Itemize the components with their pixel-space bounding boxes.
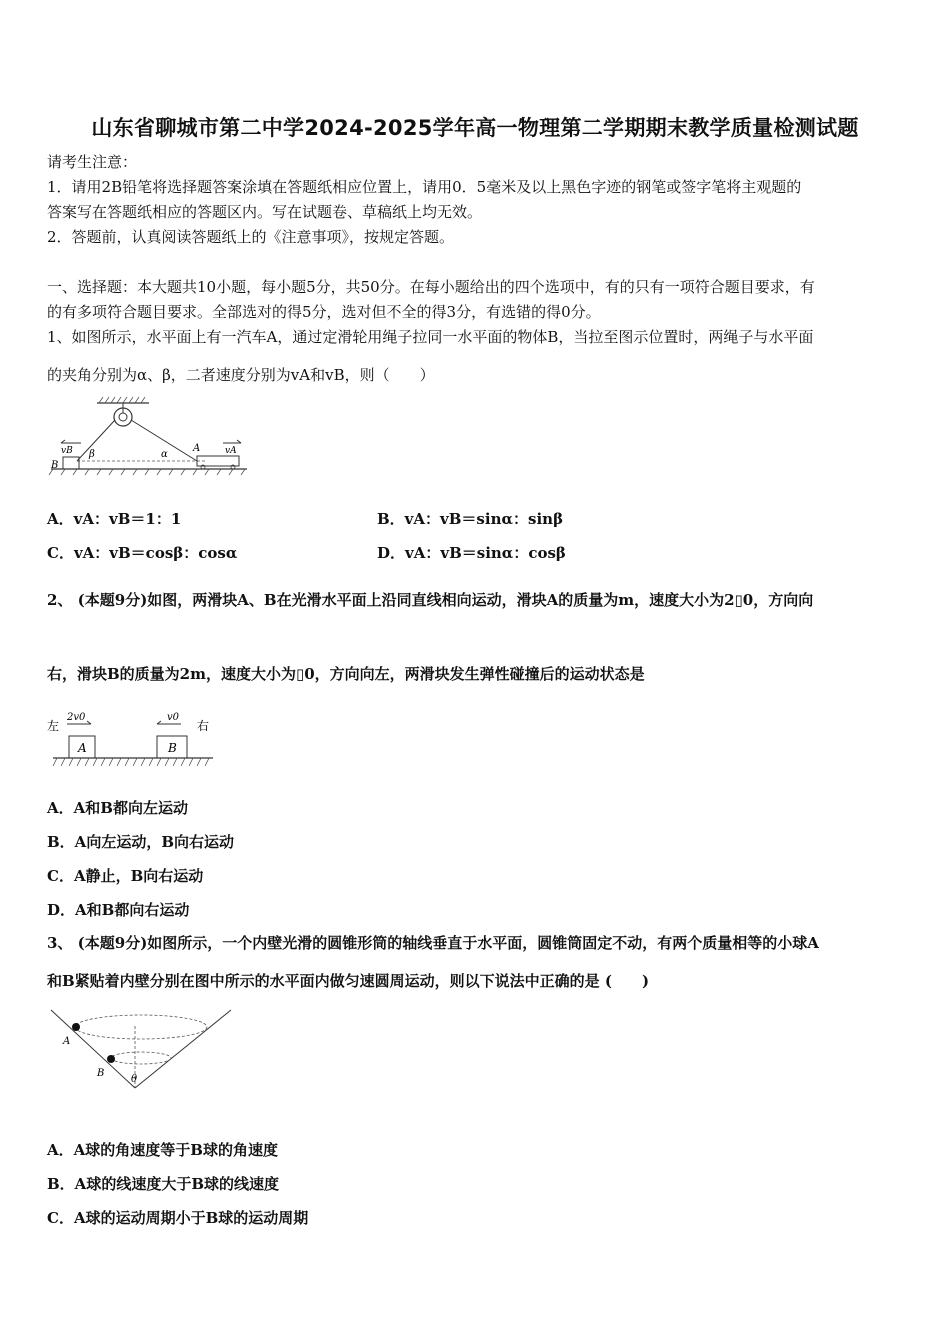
q3-label-A: A <box>63 1036 71 1047</box>
q3-label-theta: θ <box>131 1074 138 1085</box>
section1-intro-1: 一、选择题：本大题共10小题，每小题5分，共50分。在每小题给出的四个选项中，有的只有一项符合题目要求，有 <box>47 278 815 296</box>
q2-label-vA: 2v0 <box>67 712 86 723</box>
q2-option-d[interactable]: D．A和B都向右运动 <box>47 901 190 919</box>
q2-block-B: B <box>168 741 177 755</box>
q1-option-a[interactable]: A．vA：vB＝1：1 <box>47 510 182 528</box>
q2-option-b[interactable]: B．A向左运动，B向右运动 <box>47 833 234 851</box>
q3-stem-1: 3、 (本题9分)如图所示，一个内壁光滑的圆锥形筒的轴线垂直于水平面，圆锥筒固定不动，有两个质量相等的小球A <box>47 934 819 952</box>
q2-label-vB: v0 <box>167 712 180 723</box>
notice-line-1b: 答案写在答题纸相应的答题区内。写在试题卷、草稿纸上均无效。 <box>47 203 483 221</box>
q1-stem-2: 的夹角分别为α、β，二者速度分别为vA和vB，则（ ） <box>47 366 435 384</box>
q1-pulley-figure <box>47 393 257 478</box>
q3-cone-figure <box>47 1006 237 1096</box>
q2-label-left: 左 <box>47 719 60 733</box>
q3-option-c[interactable]: C．A球的运动周期小于B球的运动周期 <box>47 1209 309 1227</box>
notice-line-2: 2．答题前，认真阅读答题纸上的《注意事项》，按规定答题。 <box>47 228 455 246</box>
q2-stem-2: 右，滑块B的质量为2m，速度大小为▯0，方向向左，两滑块发生弹性碰撞后的运动状态是 <box>47 665 645 683</box>
notice-heading: 请考生注意： <box>47 153 138 171</box>
q3-label-B: B <box>97 1068 105 1079</box>
q1-stem-1: 1、如图所示，水平面上有一汽车A，通过定滑轮用绳子拉同一水平面的物体B，当拉至图示位置时，两绳子与水平面 <box>47 328 814 346</box>
q2-block-A: A <box>78 741 87 755</box>
q2-blocks-figure <box>47 706 217 772</box>
q2-option-c[interactable]: C．A静止，B向右运动 <box>47 867 204 885</box>
q1-label-B: B <box>51 460 59 471</box>
q3-option-a[interactable]: A．A球的角速度等于B球的角速度 <box>47 1141 278 1159</box>
section1-intro-2: 的有多项符合题目要求。全部选对的得5分，选对但不全的得3分，有选错的得0分。 <box>47 303 601 321</box>
q1-label-alpha: α <box>161 449 168 460</box>
page-title: 山东省聊城市第二中学2024-2025学年高一物理第二学期期末教学质量检测试题 <box>91 116 859 140</box>
q3-option-b[interactable]: B．A球的线速度大于B球的线速度 <box>47 1175 279 1193</box>
q1-label-vA: vA <box>225 446 237 456</box>
q2-option-a[interactable]: A．A和B都向左运动 <box>47 799 188 817</box>
q1-option-c[interactable]: C．vA：vB＝cosβ：cosα <box>47 544 238 562</box>
q3-stem-2: 和B紧贴着内壁分别在图中所示的水平面内做匀速圆周运动，则以下说法中正确的是 ( ) <box>47 972 650 990</box>
q2-label-right: 右 <box>197 719 210 733</box>
q1-label-A: A <box>193 443 201 454</box>
q1-label-beta: β <box>89 449 95 460</box>
notice-line-1a: 1．请用2B铅笔将选择题答案涂填在答题纸相应位置上，请用0．5毫米及以上黑色字迹的钢笔或签字笔将主观题的 <box>47 178 802 196</box>
q1-option-d[interactable]: D．vA：vB＝sinα：cosβ <box>377 544 566 562</box>
q1-option-b[interactable]: B．vA：vB＝sinα：sinβ <box>377 510 564 528</box>
q2-stem-1: 2、 (本题9分)如图，两滑块A、B在光滑水平面上沿同直线相向运动，滑块A的质量为m，速度大小为2▯0，方向向 <box>47 591 814 609</box>
q1-label-vB: vB <box>61 446 73 456</box>
